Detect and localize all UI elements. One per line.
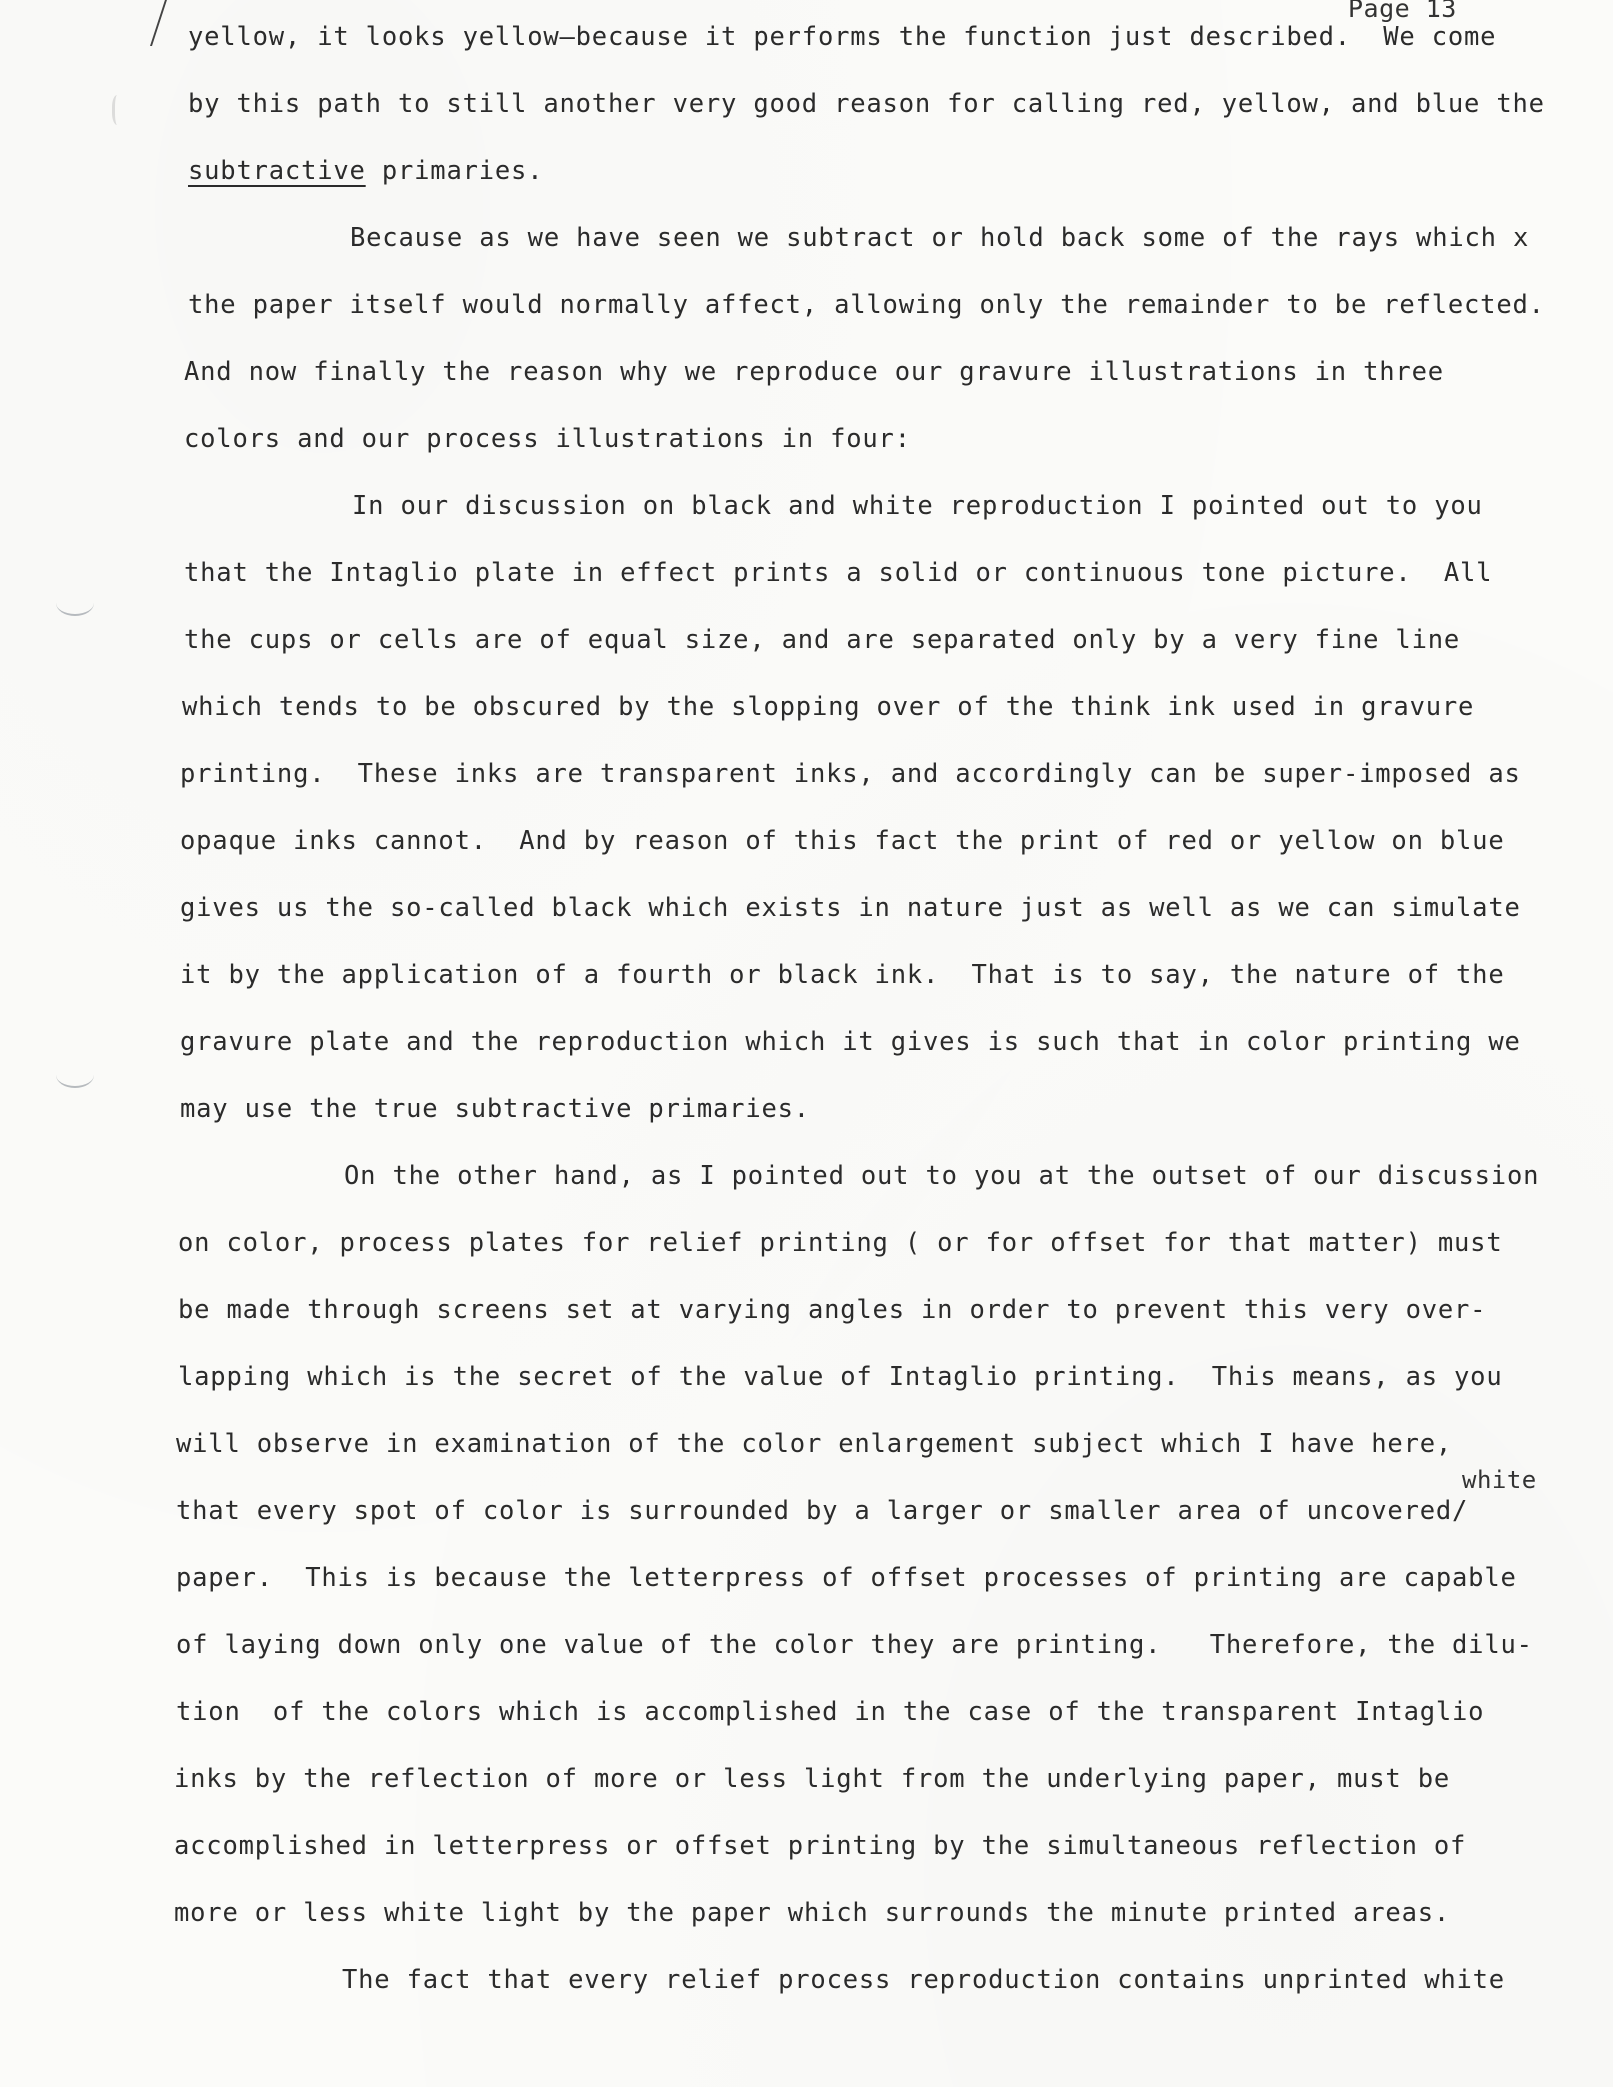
text-line-29: more or less white light by the paper which surrounds the minute printed areas. [174, 1898, 1451, 1928]
punch-hole-bottom [56, 1062, 94, 1088]
text-line-10: the cups or cells are of equal size, and are separated only by a very fine line [184, 625, 1461, 655]
text-line-14: gives us the so-called black which exists in nature just as well as we can simulate [180, 893, 1521, 923]
text-line-1: yellow, it looks yellow—because it performs the function just described. We come [188, 22, 1497, 52]
text-line-4: Because as we have seen we subtract or hold back some of the rays which x [350, 223, 1530, 253]
text-line-18: On the other hand, as I pointed out to you at the outset of our discussion [344, 1161, 1540, 1191]
text-line-26: tion of the colors which is accomplished in the case of the transparent Intaglio [176, 1697, 1485, 1727]
text-line-8: In our discussion on black and white reproduction I pointed out to you [352, 491, 1483, 521]
text-line-21: lapping which is the secret of the value of Intaglio printing. This means, as you [178, 1362, 1503, 1392]
text-line-23: that every spot of color is surrounded by a larger or smaller area of uncovered/ [176, 1496, 1469, 1526]
text-line-3 [188, 155, 543, 187]
pen-stroke-mark [150, 0, 183, 46]
text-line-19: on color, process plates for relief printing ( or for offset for that matter) must [178, 1228, 1503, 1258]
text-line-3-rest: primaries. [381, 156, 544, 186]
text-line-20: be made through screens set at varying angles in order to prevent this very over- [178, 1295, 1487, 1325]
text-line-30: The fact that every relief process reproduction contains unprinted white [342, 1965, 1505, 1995]
text-line-9: that the Intaglio plate in effect prints a solid or continuous tone picture. All [184, 558, 1493, 588]
text-line-5: the paper itself would normally affect, allowing only the remainder to be reflected. [188, 290, 1545, 320]
punch-hole-top [56, 590, 94, 616]
text-line-24: paper. This is because the letterpress of offset processes of printing are capable [176, 1563, 1517, 1593]
text-line-15: it by the application of a fourth or black ink. That is to say, the nature of the [180, 960, 1505, 990]
text-line-11: which tends to be obscured by the slopping over of the think ink used in gravure [182, 692, 1475, 722]
text-line-28: accomplished in letterpress or offset printing by the simultaneous reflection of [174, 1831, 1467, 1861]
text-line-12: printing. These inks are transparent inks, and accordingly can be super-imposed as [180, 759, 1521, 789]
text-line-22: will observe in examination of the color enlargement subject which I have here, [176, 1429, 1453, 1459]
text-line-25: of laying down only one value of the color they are printing. Therefore, the dilu- [176, 1630, 1533, 1660]
text-line-13: opaque inks cannot. And by reason of this fact the print of red or yellow on blue [180, 826, 1505, 856]
margin-smudge [112, 95, 125, 125]
text-line-2: by this path to still another very good reason for calling red, yellow, and blue the [188, 89, 1545, 119]
text-line-17: may use the true subtractive primaries. [180, 1094, 810, 1124]
underlined-word: subtractive [188, 156, 366, 186]
interlinear-insertion: white [1462, 1466, 1537, 1494]
text-line-7: colors and our process illustrations in four: [184, 424, 911, 454]
text-line-6: And now finally the reason why we reproduce our gravure illustrations in three [184, 357, 1444, 387]
text-line-27: inks by the reflection of more or less light from the underlying paper, must be [174, 1764, 1451, 1794]
page-number: Page 13 [1348, 0, 1457, 23]
text-line-16: gravure plate and the reproduction which it gives is such that in color printing we [180, 1027, 1521, 1057]
